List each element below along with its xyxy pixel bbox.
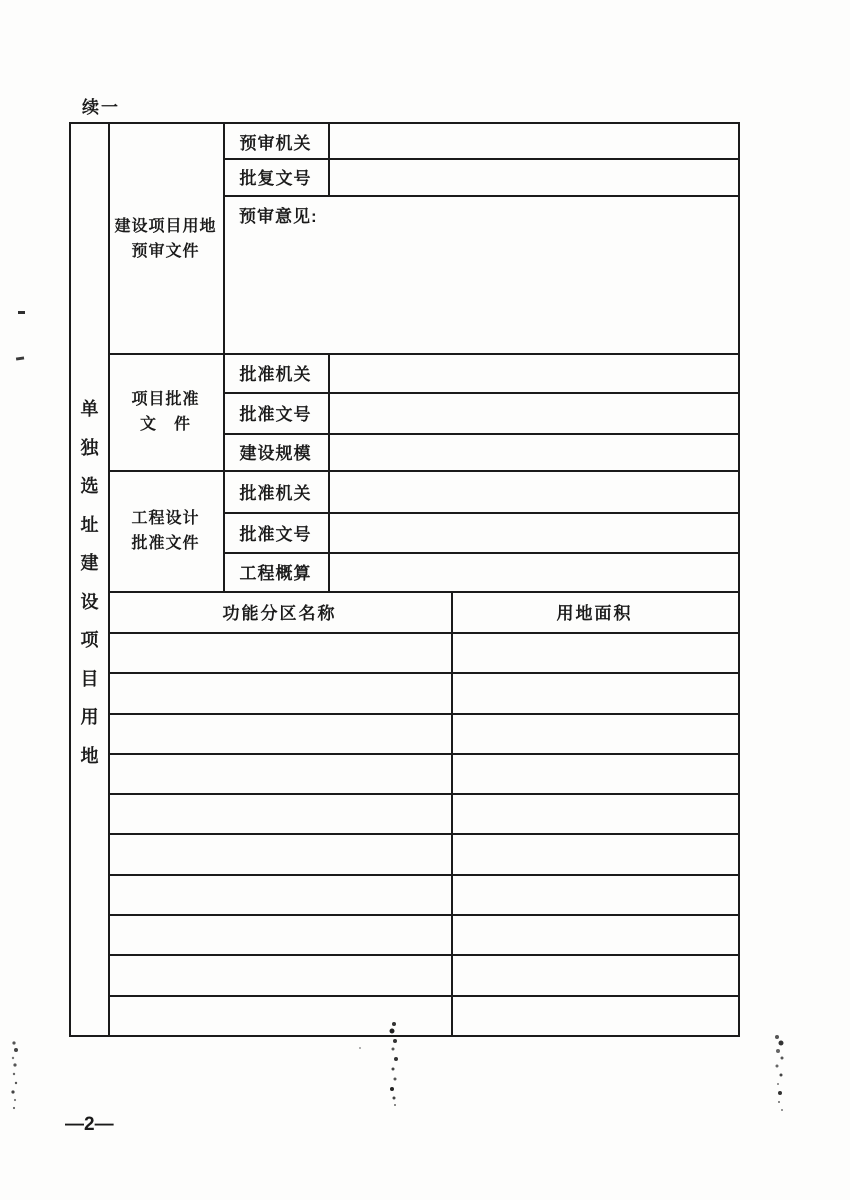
row-group-char: 用 (80, 707, 99, 727)
label-approval-agency: 批准机关 (239, 365, 312, 384)
value-approval-agency (328, 353, 738, 392)
functional-zone-name-cell (108, 674, 451, 712)
row-group-label-vertical (71, 390, 108, 775)
functional-zone-row (108, 715, 738, 755)
functional-zone-row (108, 795, 738, 835)
continuation-label: 续一 (82, 98, 120, 117)
row-group-char: 地 (80, 745, 99, 766)
label-project-budget: 工程概算 (239, 564, 312, 583)
functional-zone-row (108, 835, 738, 875)
section-label-line: 工程设计 (131, 509, 200, 527)
functional-zone-area-cell (451, 634, 738, 672)
section-label-line: 批准文件 (131, 534, 200, 552)
label-construction-scale: 建设规模 (239, 444, 312, 463)
functional-zone-row (108, 916, 738, 956)
label-approval-agency: 批准机关 (239, 483, 312, 503)
label-preaudit-opinion: 预审意见: (239, 207, 318, 226)
page-number: —2— (65, 1114, 114, 1135)
section-label-preaudit-documents (108, 124, 223, 353)
functional-zone-row (108, 956, 738, 996)
label-approval-doc-number: 批准文号 (239, 524, 312, 544)
section-label-line: 项目批准 (131, 390, 200, 408)
functional-zone-area-cell (451, 674, 738, 712)
form-table (69, 122, 740, 1037)
label-reply-doc-number: 批复文号 (239, 169, 312, 188)
row-group-char: 选 (80, 476, 99, 496)
cell-preaudit-opinion (223, 195, 738, 353)
value-project-budget (328, 552, 738, 591)
functional-zone-name-cell (108, 956, 451, 994)
header-land-area: 用地面积 (556, 604, 633, 623)
functional-zone-row (108, 755, 738, 795)
value-approval-doc-number (328, 392, 738, 433)
row-group-char: 建 (80, 553, 99, 573)
header-functional-zone-name: 功能分区名称 (222, 604, 337, 623)
section-label-line: 建设项目用地 (114, 217, 217, 235)
functional-zone-row (108, 634, 738, 674)
functional-zone-rows (108, 634, 738, 1035)
section-label-project-approval (108, 353, 223, 470)
value-approval-doc-number (328, 512, 738, 552)
functional-zone-row (108, 876, 738, 916)
row-group-char: 目 (80, 668, 99, 689)
value-preaudit-agency (328, 124, 738, 158)
row-group-char: 项 (80, 630, 99, 650)
label-approval-doc-number: 批准文号 (239, 405, 312, 424)
value-approval-agency (328, 470, 738, 512)
functional-zone-name-cell (108, 835, 451, 873)
functional-zone-area-cell (451, 835, 738, 873)
value-reply-doc-number (328, 158, 738, 195)
section-label-line: 预审文件 (131, 242, 200, 260)
functional-zone-area-cell (451, 997, 738, 1035)
functional-zone-name-cell (108, 997, 451, 1035)
label-preaudit-agency: 预审机关 (239, 133, 312, 153)
row-group-char: 独 (80, 437, 99, 458)
functional-zone-area-cell (451, 916, 738, 954)
functional-zone-name-cell (108, 795, 451, 833)
functional-zone-area-cell (451, 755, 738, 793)
row-group-char: 单 (80, 399, 99, 419)
row-group-char: 设 (80, 591, 99, 612)
functional-zone-row (108, 997, 738, 1035)
functional-zone-area-cell (451, 795, 738, 833)
functional-zone-area-cell (451, 876, 738, 914)
functional-zone-name-cell (108, 916, 451, 954)
functional-zone-name-cell (108, 755, 451, 793)
functional-zone-name-cell (108, 715, 451, 753)
section-label-line: 文 件 (139, 415, 191, 433)
row-group-char: 址 (80, 514, 99, 535)
functional-zone-name-cell (108, 876, 451, 914)
functional-zone-row (108, 674, 738, 714)
functional-zone-area-cell (451, 956, 738, 994)
value-construction-scale (328, 433, 738, 470)
functional-zone-name-cell (108, 634, 451, 672)
section-label-engineering-design (108, 470, 223, 591)
functional-zone-area-cell (451, 715, 738, 753)
